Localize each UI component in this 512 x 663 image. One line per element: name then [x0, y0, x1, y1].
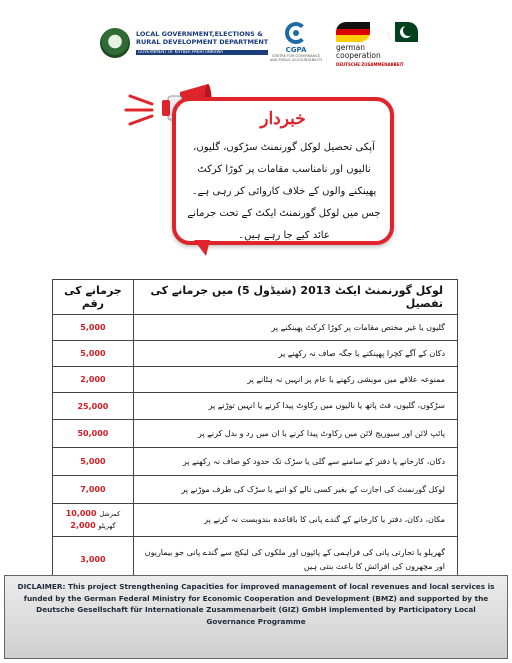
lg-line2: RURAL DEVELOPMENT DEPARTMENT — [136, 38, 269, 46]
cgpa-logo-icon — [285, 22, 307, 44]
row-amount: 5,000 — [53, 448, 134, 476]
row-amount: 5,000 — [53, 315, 134, 341]
row-description: سڑکوں، گلیوں، فٹ پاتھ یا نالیوں میں رکاوٹ پیدا کرنے یا انہیں توڑنے پر — [133, 393, 457, 420]
row-description: لوکل گورنمنٹ کی اجازت کے بغیر کسی نالے کو اتنے یا سڑک کی طرف موڑنے پر — [133, 476, 457, 504]
table-row — [53, 341, 458, 367]
header-amount: جرمانے کی رقم — [53, 280, 134, 315]
cgpa-subtitle: CENTRE FOR GOVERNANCE AND PUBLIC ACCOUNTABILITY — [269, 54, 323, 62]
logo-strip — [0, 22, 512, 70]
gc-subtitle: DEUTSCHE ZUSAMMENARBEIT — [336, 62, 404, 67]
row-description: مکان، دکان، دفتر یا کارخانے کے گندے پانی کا باقاعدہ بندوبست نہ کرنے پر — [133, 504, 457, 537]
table-row — [53, 504, 458, 537]
cgpa-name: CGPA — [285, 46, 307, 54]
label-commercial: کمرشل — [99, 510, 121, 518]
table-row — [53, 367, 458, 393]
warning-bubble — [172, 97, 394, 245]
row-amount: 25,000 — [53, 393, 134, 420]
row-description: گھریلو یا تجارتی پانی کی فراہمی کے پائپوں اور ملکوں کی لیکج سے گندے پانی جو بیماریوں اور مچھروں کی افزائش کا باعث بنتی ہیں — [133, 537, 457, 583]
label-domestic: گھریلو — [98, 522, 116, 530]
row-description: ممنوعہ علاقے میں مویشی رکھنے یا عام پر انہیں نہ ہٹانے پر — [133, 367, 457, 393]
lg-line1: LOCAL GOVERNMENT,ELECTIONS & — [136, 30, 263, 38]
row-description: گلیوں یا غیر مختص مقامات پر کوڑا کرکٹ پھینکنے پر — [133, 315, 457, 341]
amount-commercial: 10,000 — [65, 509, 97, 518]
gc-line2: cooperation — [336, 51, 381, 60]
row-amount: 50,000 — [53, 420, 134, 448]
disclaimer-text: This project Strengthening Capacities for improved management of local revenues and local services is funded by the German Federal Ministry for Economic Cooperation and Development (BMZ) and supported by the Deutsche Gesellschaft für Internationale Zusammenarbeit (GIZ) GmbH implemented by Participatory Local Governance Programme — [23, 582, 495, 626]
warning-text: آپکی تحصیل لوکل گورنمنٹ سڑکوں، گلیوں، نالیوں اور نامناسب مقامات پر کوڑا کرکٹ پھینکنے والوں کے خلاف کاروائی کر رہی ہے۔ جس میں لوکل گورنمنٹ ایکٹ کے تحت جرمانے عائد کیے جا رہے ہیں۔ — [187, 142, 381, 241]
table-header-row — [53, 280, 458, 315]
table-row — [53, 315, 458, 341]
lg-bar-text: GOVERNMENT OF KHYBER PAKHTUNKHWA — [138, 49, 224, 54]
cgpa-logo — [268, 22, 324, 68]
row-amount: 2,000 — [53, 367, 134, 393]
pakistan-flag-icon — [388, 22, 418, 42]
warning-title: خبردار — [260, 109, 306, 129]
row-amount: 3,000 — [53, 537, 134, 583]
row-amount-split — [53, 504, 134, 537]
table-row — [53, 393, 458, 420]
table-row — [53, 476, 458, 504]
bubble-tail — [194, 240, 210, 256]
kp-emblem-icon — [100, 28, 130, 58]
row-description: دکان کے آگے کچرا پھینکنے یا جگہ صاف نہ رکھنے پر — [133, 341, 457, 367]
amount-domestic: 2,000 — [70, 521, 96, 530]
disclaimer-label: DICLAIMER: — [17, 582, 66, 591]
table-row — [53, 448, 458, 476]
header-description: لوکل گورنمنٹ ایکٹ 2013 (شیڈول 5) میں جرمانے کی تفصیل — [133, 280, 457, 315]
row-description: دکان، کارخانے یا دفتر کے سامنے سے گلی یا سڑک تک حدود کو صاف نہ رکھنے پر — [133, 448, 457, 476]
row-description: پائپ لائن اور سیوریج لائن میں رکاوٹ پیدا کرنے یا ان میں رد و بدل کرنے پر — [133, 420, 457, 448]
row-amount: 7,000 — [53, 476, 134, 504]
row-amount: 5,000 — [53, 341, 134, 367]
table-row — [53, 420, 458, 448]
fine-table — [52, 279, 458, 583]
lg-department-logo — [100, 24, 270, 64]
german-flag-icon — [336, 22, 370, 42]
disclaimer-box — [4, 575, 508, 659]
gc-line1: german — [336, 43, 365, 52]
